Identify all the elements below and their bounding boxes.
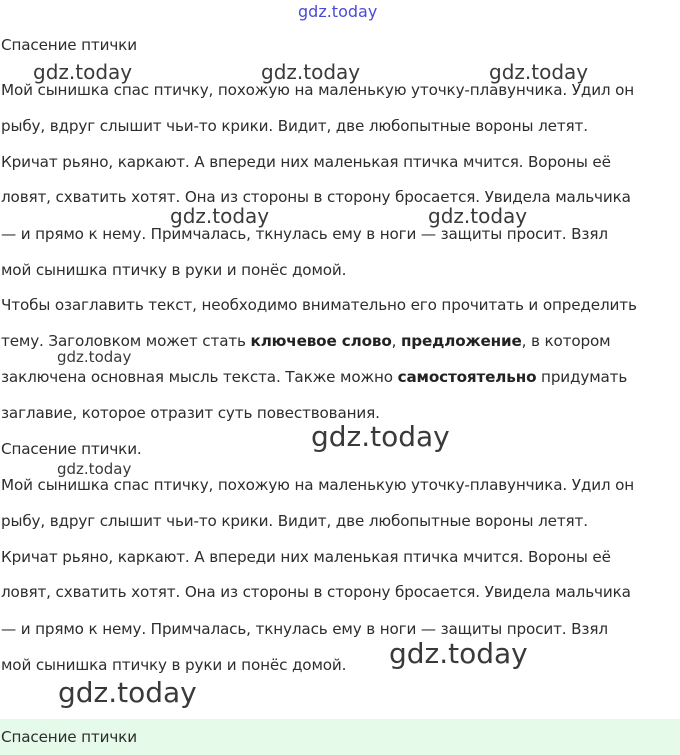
text2-line: мой сынишка птичку в руки и понёс домой. <box>1 656 347 674</box>
watermark: gdz.today <box>170 204 270 228</box>
explanation-line: тему. Заголовком может стать ключевое слово, предложение, в котором <box>1 332 611 350</box>
text1-line: рыбу, вдруг слышит чьи-то крики. Видит, две любопытные вороны летят. <box>1 117 588 135</box>
answer-title: Спасение птички <box>1 728 137 746</box>
text2-title: Спасение птички. <box>1 440 142 458</box>
watermark-top: gdz.today <box>298 2 378 21</box>
text2-line: Мой сынишка спас птичку, похожую на маленькую уточку-плавунчика. Удил он <box>1 476 635 494</box>
explanation-line: Чтобы озаглавить текст, необходимо внимательно его прочитать и определить <box>1 296 637 314</box>
text1-line: ловят, схватить хотят. Она из стороны в сторону бросается. Увидела мальчика <box>1 188 631 206</box>
text1-line: Мой сынишка спас птичку, похожую на маленькую уточку-плавунчика. Удил он <box>1 81 635 99</box>
bold-independently: самостоятельно <box>397 368 537 386</box>
watermark: gdz.today <box>311 420 450 453</box>
watermark: gdz.today <box>33 60 133 84</box>
text1-line: мой сынишка птичку в руки и понёс домой. <box>1 261 347 279</box>
text1-line: Кричат рьяно, каркают. А впереди них маленькая птичка мчится. Вороны её <box>1 153 611 171</box>
watermark: gdz.today <box>57 348 132 366</box>
text2-line: — и прямо к нему. Примчалась, ткнулась ему в ноги — защиты просит. Взял <box>1 620 608 638</box>
text2-line: Кричат рьяно, каркают. А впереди них маленькая птичка мчится. Вороны её <box>1 548 611 566</box>
text2-line: ловят, схватить хотят. Она из стороны в сторону бросается. Увидела мальчика <box>1 583 631 601</box>
text1-title: Спасение птички <box>1 36 137 54</box>
watermark: gdz.today <box>489 60 589 84</box>
watermark: gdz.today <box>58 676 197 709</box>
watermark: gdz.today <box>57 460 132 478</box>
bold-keyword: ключевое слово <box>250 332 392 350</box>
explanation-line: заключена основная мысль текста. Также можно самостоятельно придумать <box>1 368 628 386</box>
watermark: gdz.today <box>261 60 361 84</box>
watermark: gdz.today <box>428 204 528 228</box>
text1-line: — и прямо к нему. Примчалась, ткнулась ему в ноги — защиты просит. Взял <box>1 225 608 243</box>
watermark: gdz.today <box>389 637 528 670</box>
text2-line: рыбу, вдруг слышит чьи-то крики. Видит, две любопытные вороны летят. <box>1 512 588 530</box>
bold-sentence: предложение <box>400 332 522 350</box>
answer-panel <box>0 719 680 755</box>
explanation-line: заглавие, которое отразит суть повествования. <box>1 404 380 422</box>
